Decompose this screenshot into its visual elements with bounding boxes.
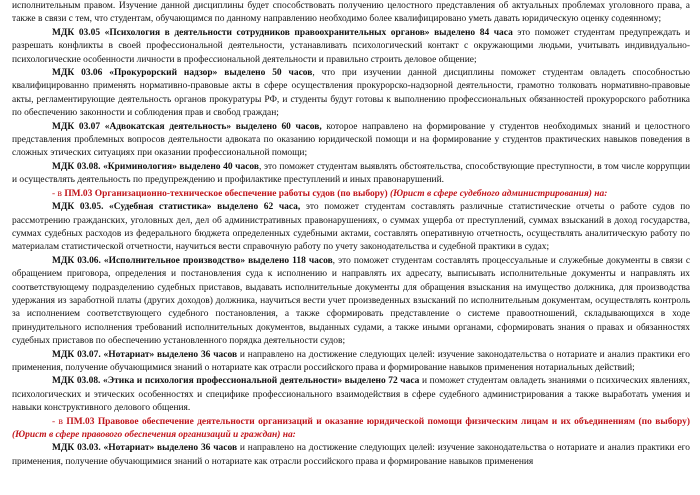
paragraph-mdk-03-06-prosecutor	[12, 67, 690, 121]
course-title: МДК 03.07. «Нотариат» выделено 36 часов	[52, 349, 238, 360]
heading-specialization: (Юрист в сфере судебного администрирования) на:	[387, 188, 608, 199]
paragraph-text: и направлено на достижение следующих целей: изучение законодательства о нотариате и анализ практики его применения, получение обучающимися знаний о нотариате как отрасли российского права и формирование навыков применения нотариальных действий;	[12, 349, 690, 373]
course-title: МДК 03.05. «Судебная статистика» выделено 62 часа,	[52, 202, 301, 213]
course-title: МДК 03.05 «Психология в деятельности сотрудников правоохранительных органов» выделено 84 часа	[52, 27, 513, 38]
paragraph-mdk-03-05-psychology	[12, 27, 690, 67]
paragraph-text: , это поможет студентам выявлять обстоятельства, способствующие преступности, в том числе коррупции и осуществлять деятельность по предупреждению и профилактике преступлений и иных правонарушений.	[12, 161, 690, 186]
course-title: МДК 03.08. «Этика и психология профессиональной деятельности» выделено 72 часа	[52, 376, 420, 387]
paragraph-mdk-03-03-notary	[12, 442, 690, 469]
paragraph-mdk-03-07-notary	[12, 349, 690, 376]
section-heading-court-administration	[12, 188, 690, 201]
heading-prefix: - в	[52, 416, 67, 427]
paragraph-mdk-03-07-advocacy	[12, 121, 690, 161]
paragraph-text: и поможет студентам овладеть знаниями о психических явлениях, психологических и этических особенностях и специфике профессионального взаимодействия в сфере судебного администрирования а также выработать умения и навыки конструктивного делового общения.	[12, 376, 690, 414]
paragraph-text: , что при изучении данной дисциплины поможет студентам овладеть способностью квалифицированно применять нормативно-правовые акты в сфере осуществления прокурорско-надзорной деятельности, грамотно толковать нормативно-правовые акты, регламентирующие деятельность органов прокуратуры РФ, и студенты будут готовы к выполнению профессиональных обязанностей прокурорского работника по обеспечению законности и соблюдения прав и свобод граждан;	[12, 68, 690, 119]
paragraph-text: , это поможет студентам составлять процессуальные и служебные документы в связи с обращением приговора, определения и постановления суда к исполнению и направлять их адресату, выписывать исполнительные документы и направлять их соответствующему подразделению судебных приставов, выдавать исполнительные документы для обращения взыскания на имущество должника, для производства удержания из заработной платы (других доходов) должника, научиться вести учет произведенных взысканий по исполнительным документам, осуществлять контроль за исполнением соответствующего судебного постановления, а также сформировать представление о системе правоотношений, складывающихся в ходе принудительного исполнения требований исполнительных документов, выданных судами, а также иными органами, сформировать знания о правах и обязанностях судебных приставов по обеспечению установленного порядка деятельности судов;	[12, 255, 691, 347]
paragraph-intro-continuation	[12, 0, 690, 27]
paragraph-mdk-03-08-criminology	[12, 161, 690, 188]
paragraph-text: и направлено на достижение следующих целей: изучение законодательства о нотариате и анализ практики его применения, получение обучающимися знаний о нотариате как отрасли российского права и формирование навыков применения	[12, 443, 690, 467]
paragraph-text: это поможет студентам составлять различные статистические отчеты о работе судов по рассмотрению гражданских, уголовных дел, дел об административных правонарушениях, о суммах ущерба от преступлений, суммах взысканий в доход государства, суммах судебных расходов из федерального бюджета определенных судебными актами, составлять оперативную отчетность, осуществлять аналитическую работу по материалам статистической отчетности, научиться вести справочную работу по учету законодательства и судебной практики в судах;	[12, 202, 690, 253]
paragraph-text: это поможет студентам предупреждать и разрешать конфликты в своей профессиональной деятельности, устанавливать психологический контакт с окружающими людьми, учитывать индивидуально-психологические особенности личности в профессиональной деятельности и правильно строить деловое общение;	[12, 27, 691, 65]
paragraph-mdk-03-08-ethics	[12, 375, 690, 415]
heading-module: ПМ.03 Организационно-техническое обеспечение работы судов (по выбору)	[64, 188, 388, 199]
heading-prefix: - в	[52, 188, 65, 199]
course-title: МДК 03.03. «Нотариат» выделено 36 часов	[52, 443, 238, 454]
paragraph-text: исполнительным правом. Изучение данной дисциплины будет способствовать получению целостного представления об актуальных проблемах уголовного права, а также в связи с тем, что студентам, обучающимся по данному направлению необходимо более квалифицировано уметь давать юридическую оценку содеянному;	[12, 1, 690, 25]
heading-specialization: (Юрист в сфере правового обеспечения организаций и граждан) на:	[12, 430, 296, 440]
paragraph-mdk-03-05-statistics	[12, 201, 690, 255]
paragraph-mdk-03-06-enforcement	[12, 255, 690, 349]
course-title: МДК 03.06. «Исполнительное производство» выделено 118 часов	[52, 255, 333, 266]
paragraph-text: которое направлено на формирование у студентов необходимых знаний и целостного представления проблемных вопросов деятельности адвоката по оказанию юридической помощи и на формирование у студентов практических навыков поведения в сложных этических ситуациях при оказании профессиональной помощи;	[12, 121, 690, 159]
heading-module: ПМ.03 Правовое обеспечение деятельности организаций и оказание юридической помощи физическим лицам и их объединениям (по выбору)	[66, 416, 690, 427]
section-heading-legal-support	[12, 416, 690, 443]
course-title: МДК 03.06 «Прокурорский надзор» выделено 50 часов	[52, 68, 313, 79]
course-title: МДК 03.08. «Криминология» выделено 40 часов	[52, 161, 259, 172]
course-title: МДК 03.07 «Адвокатская деятельность» выделено 60 часов,	[52, 121, 322, 132]
